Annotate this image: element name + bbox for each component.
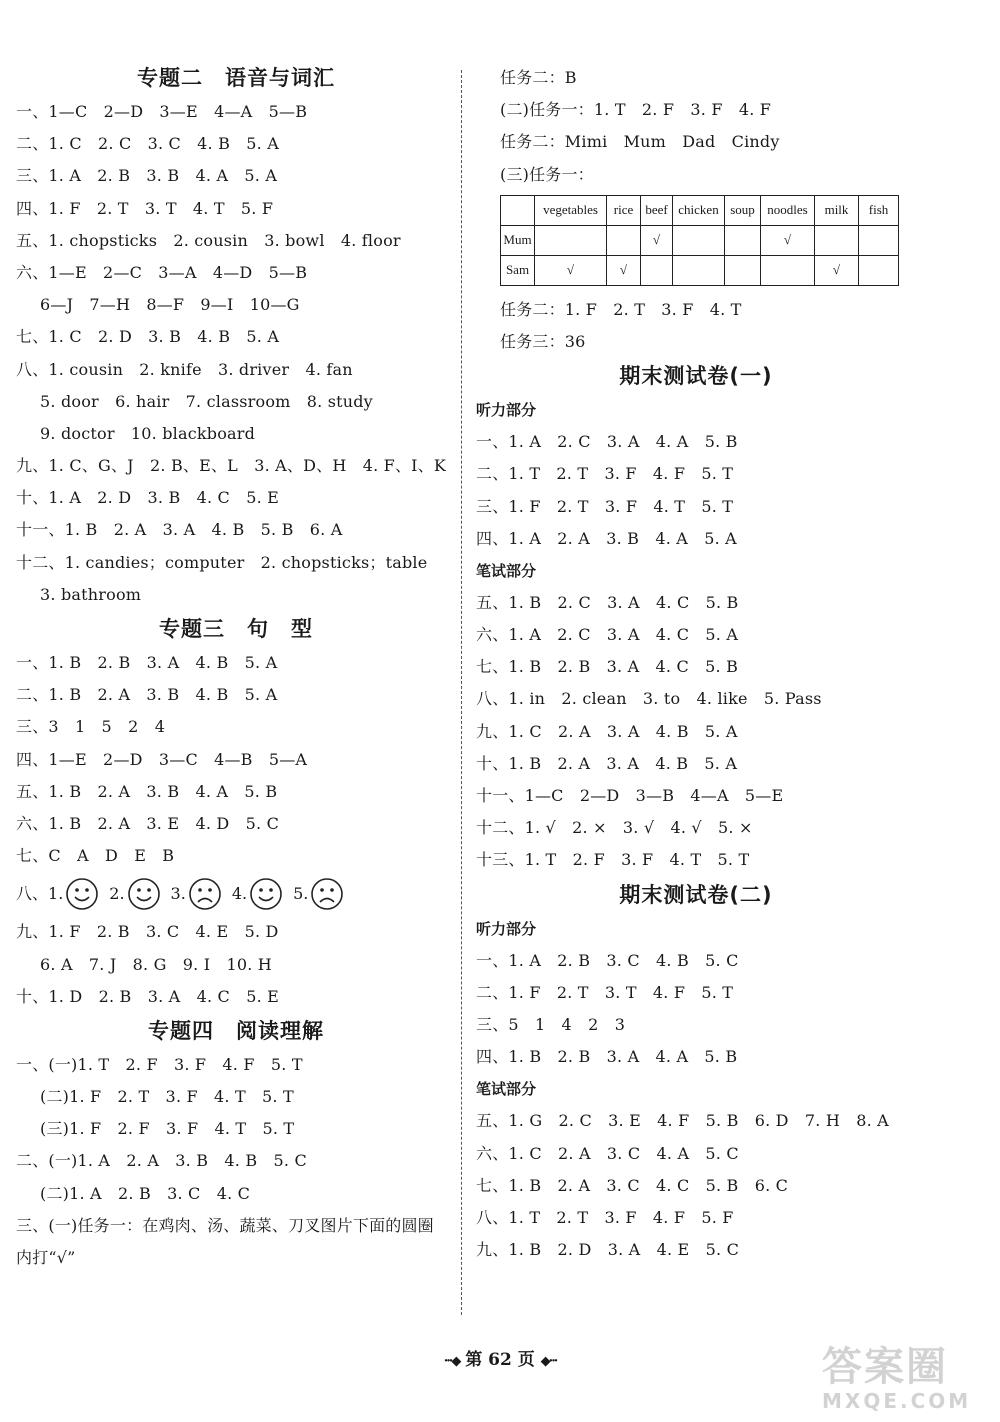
table-cell: Sam (501, 255, 535, 285)
happy-face-icon (65, 877, 99, 911)
answer-line: 任务二：B (500, 68, 577, 87)
answer-line: 七、1. B 2. A 3. C 4. C 5. B 6. C (476, 1175, 789, 1195)
section-title-topic-3: 专题三 句 型 (159, 617, 313, 641)
section-title-topic-2: 专题二 语音与词汇 (137, 66, 335, 90)
answer-line: 任务二：1. F 2. T 3. F 4. T (500, 299, 742, 319)
footer-ornament-icon: ◆··· (540, 1354, 557, 1369)
answer-line: 十、1. B 2. A 3. A 4. B 5. A (476, 753, 738, 773)
answer-line: (二)1. A 2. B 3. C 4. C (40, 1183, 251, 1203)
table-cell (725, 255, 761, 285)
answer-line: 八、1. cousin 2. knife 3. driver 4. fan (16, 359, 353, 379)
answer-line: 十、1. A 2. D 3. B 4. C 5. E (16, 488, 280, 508)
table-cell (607, 225, 641, 255)
answer-line: 四、1—E 2—D 3—C 4—B 5—A (16, 749, 308, 769)
answer-line: 九、1. C、G、J 2. B、E、L 3. A、D、H 4. F、I、K (16, 456, 447, 476)
smiley-label: 3. (170, 884, 186, 904)
table-header-cell: noodles (761, 195, 815, 225)
table-cell: Mum (501, 225, 535, 255)
food-table (500, 195, 899, 286)
answer-line: 九、1. F 2. B 3. C 4. E 5. D (16, 922, 279, 942)
answer-line: 一、(一)1. T 2. F 3. F 4. F 5. T (16, 1054, 303, 1074)
answer-line: 十二、1. √ 2. × 3. √ 4. √ 5. × (476, 818, 753, 838)
answer-line: 三、5 1 4 2 3 (476, 1014, 626, 1034)
answer-line: 二、(一)1. A 2. A 3. B 4. B 5. C (16, 1151, 307, 1171)
table-header-row (501, 195, 899, 225)
table-header-cell: soup (725, 195, 761, 225)
answer-line: 二、1. C 2. C 3. C 4. B 5. A (16, 134, 279, 154)
section-title-topic-4: 专题四 阅读理解 (148, 1018, 324, 1043)
table-cell: √ (815, 255, 859, 285)
answer-line: 一、1. A 2. C 3. A 4. A 5. B (476, 432, 738, 452)
answer-line: 三、(一)任务一：在鸡肉、汤、蔬菜、刀叉图片下面的圆圈 (16, 1215, 434, 1235)
happy-face-icon (127, 877, 161, 911)
smiley-item (109, 872, 160, 916)
answer-line: (三)任务一： (500, 164, 594, 184)
answer-line: (二)1. F 2. T 3. F 4. T 5. T (40, 1087, 294, 1107)
answer-line: 一、1—C 2—D 3—E 4—A 5—B (16, 102, 308, 121)
section-title-final-exam-1: 期末测试卷(一) (619, 364, 773, 389)
answer-line: 七、1. B 2. B 3. A 4. C 5. B (476, 657, 739, 677)
table-cell (673, 225, 725, 255)
table-header-cell: milk (815, 195, 859, 225)
smiley-label: 1. (48, 884, 64, 904)
table-cell (641, 255, 673, 285)
table-header-cell: chicken (673, 195, 725, 225)
smiley-label: 4. (231, 884, 248, 904)
subsection-written: 笔试部分 (476, 1080, 537, 1099)
answer-line: 六、1—E 2—C 3—A 4—D 5—B (16, 262, 308, 282)
answer-line: 5. door 6. hair 7. classroom 8. study (40, 391, 373, 411)
answer-line: 任务二：Mimi Mum Dad Cindy (500, 132, 780, 152)
left-column (16, 60, 456, 1274)
smiley-row-prefix: 八、 (16, 884, 49, 904)
smiley-item (232, 872, 283, 916)
answer-line: 五、1. chopsticks 2. cousin 3. bowl 4. floor (16, 230, 401, 250)
right-column (476, 62, 916, 1266)
answer-line: 六、1. A 2. C 3. A 4. C 5. A (476, 625, 739, 645)
answer-line: 3. bathroom (40, 584, 142, 604)
table-cell (535, 225, 607, 255)
answer-line: 一、1. A 2. B 3. C 4. B 5. C (476, 950, 739, 970)
answer-line: 四、1. B 2. B 3. A 4. A 5. B (476, 1047, 738, 1067)
answer-line: 六、1. B 2. A 3. E 4. D 5. C (16, 813, 280, 833)
answer-line: 内打“√” (16, 1248, 76, 1267)
smiley-item (48, 872, 99, 916)
answer-line: 四、1. A 2. A 3. B 4. A 5. A (476, 528, 737, 548)
table-cell: √ (641, 225, 673, 255)
table-cell: √ (535, 255, 607, 285)
table-cell: √ (761, 225, 815, 255)
happy-face-icon (249, 877, 283, 911)
table-header-cell: vegetables (535, 195, 607, 225)
sad-face-icon (188, 877, 222, 911)
table-cell (725, 225, 761, 255)
answer-line: 任务三：36 (500, 331, 586, 351)
answer-line: 9. doctor 10. blackboard (40, 423, 256, 443)
table-row (501, 255, 899, 285)
smiley-item (171, 872, 222, 916)
answer-line: 六、1. C 2. A 3. C 4. A 5. C (476, 1143, 739, 1163)
answer-line: 二、1. F 2. T 3. T 4. F 5. T (476, 982, 734, 1002)
answer-line: 三、1. A 2. B 3. B 4. A 5. A (16, 166, 278, 186)
answer-line: 十一、1—C 2—D 3—B 4—A 5—E (476, 786, 784, 805)
footer-ornament-icon: ···◆ (443, 1354, 460, 1369)
table-cell (815, 225, 859, 255)
answer-line: 十、1. D 2. B 3. A 4. C 5. E (16, 986, 280, 1006)
answer-line: 三、3 1 5 2 4 (16, 717, 166, 737)
watermark-text: 答案圈 (822, 1344, 948, 1390)
watermark-logo (822, 1345, 992, 1417)
subsection-listening: 听力部分 (476, 401, 537, 420)
page-number: 第 62 页 (465, 1350, 535, 1370)
table-cell (761, 255, 815, 285)
answer-line: 八、1. in 2. clean 3. to 4. like 5. Pass (476, 689, 822, 709)
answer-line: 一、1. B 2. B 3. A 4. B 5. A (16, 653, 278, 672)
smiley-item (293, 872, 344, 916)
answer-line: (二)任务一：1. T 2. F 3. F 4. F (500, 100, 772, 120)
answer-line: 八、1. T 2. T 3. F 4. F 5. F (476, 1207, 734, 1227)
subsection-listening: 听力部分 (476, 919, 537, 938)
column-divider (461, 70, 462, 1315)
answer-line: 七、C A D E B (16, 846, 175, 866)
answer-line: 6—J 7—H 8—F 9—I 10—G (40, 295, 300, 315)
watermark-url: MXQE.COM (822, 1389, 972, 1413)
table-cell: √ (607, 255, 641, 285)
section-title-final-exam-2: 期末测试卷(二) (619, 882, 773, 907)
table-header-cell (501, 195, 535, 225)
sad-face-icon (310, 877, 344, 911)
answer-line: 二、1. T 2. T 3. F 4. F 5. T (476, 464, 734, 484)
answer-line: (三)1. F 2. F 3. F 4. T 5. T (40, 1119, 295, 1139)
answer-line: 九、1. B 2. D 3. A 4. E 5. C (476, 1240, 740, 1260)
answer-line: 十三、1. T 2. F 3. F 4. T 5. T (476, 850, 750, 870)
subsection-written: 笔试部分 (476, 561, 537, 580)
table-cell (859, 225, 899, 255)
table-header-cell: rice (607, 195, 641, 225)
answer-line: 五、1. G 2. C 3. E 4. F 5. B 6. D 7. H 8. A (476, 1111, 889, 1131)
table-cell (673, 255, 725, 285)
answer-line: 五、1. B 2. C 3. A 4. C 5. B (476, 592, 739, 612)
smiley-answer-row (16, 872, 456, 916)
smiley-label: 5. (293, 884, 309, 904)
smiley-label: 2. (109, 884, 125, 904)
answer-line: 五、1. B 2. A 3. B 4. A 5. B (16, 781, 278, 801)
answer-line: 七、1. C 2. D 3. B 4. B 5. A (16, 327, 280, 347)
table-header-cell: beef (641, 195, 673, 225)
answer-line: 十一、1. B 2. A 3. A 4. B 5. B 6. A (16, 520, 343, 540)
answer-line: 三、1. F 2. T 3. F 4. T 5. T (476, 496, 734, 516)
table-row (501, 225, 899, 255)
answer-line: 6. A 7. J 8. G 9. I 10. H (40, 954, 272, 974)
answer-line: 十二、1. candies；computer 2. chopsticks；table (16, 552, 428, 572)
answer-line: 四、1. F 2. T 3. T 4. T 5. F (16, 198, 274, 218)
table-cell (859, 255, 899, 285)
answer-line: 九、1. C 2. A 3. A 4. B 5. A (476, 721, 738, 741)
table-header-cell: fish (859, 195, 899, 225)
answer-line: 二、1. B 2. A 3. B 4. B 5. A (16, 685, 278, 705)
